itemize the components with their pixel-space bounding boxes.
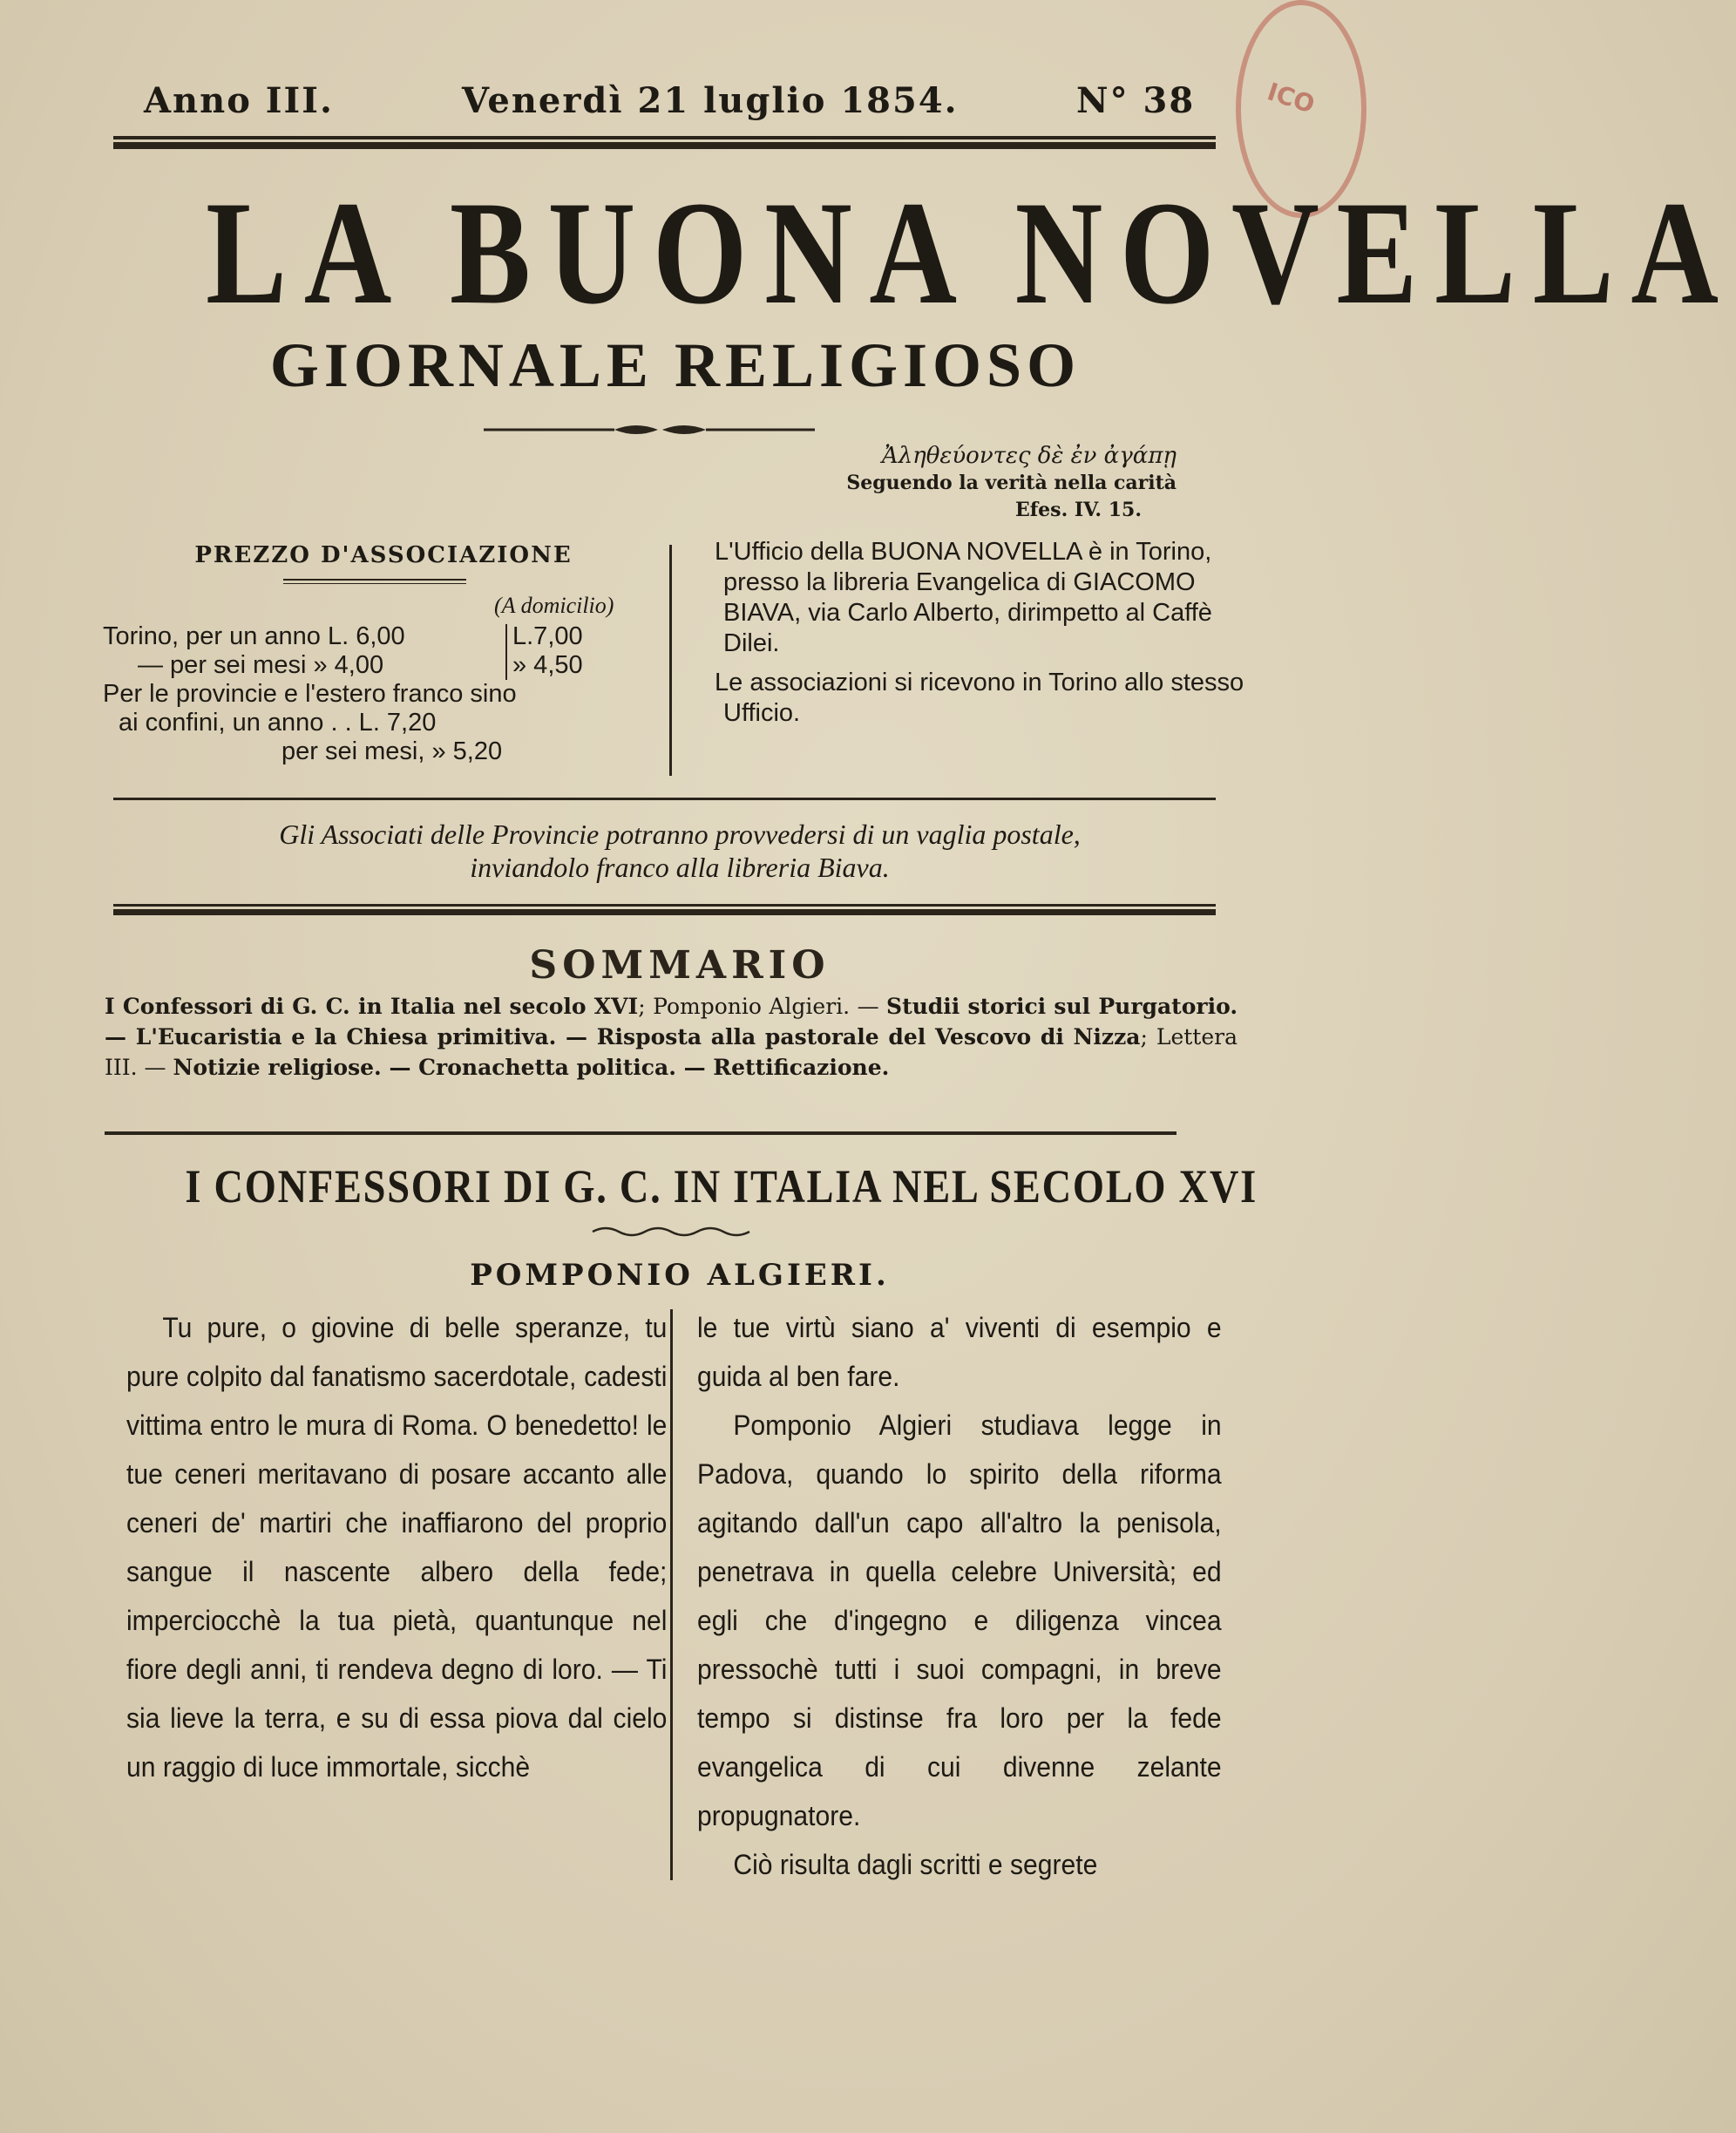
article-ornament [593,1222,749,1241]
price-row [103,680,661,709]
subscription-title-rule-2 [283,583,466,584]
summary-item: ; Pomponio Algieri. — [638,994,887,1019]
section-rule [113,798,1216,800]
newspaper-title: LA BUONA NOVELLA [206,171,1736,335]
postal-note [105,818,1255,884]
office-paragraph: L'Ufficio della BUONA NOVELLA è in Torino, presso la libreria Evangelica di GIACOMO BIAVA, via Carlo Alberto, dirimpetto al Caffè Dilei. [715,538,1212,657]
article-subtitle: POMPONIO ALGIERI. [470,1258,890,1293]
subscription-table [103,622,661,766]
office-paragraph: Le associazioni si ricevono in Torino allo stesso Ufficio. [715,669,1244,727]
article-paragraph: Pomponio Algieri studiava legge in Padova, quando lo spirito della riforma agitando dall'un capo all'altro la penisola, penetrava in quella celebre Università; ed egli che d'ingegno e diligenza vincea pressochè tutti i suoi compagni, in breve tempo si distinse fra loro per la fede evangelica di cui divenne zelante propugnatore. [697,1410,1222,1831]
domicile-header: (A domicilio) [494,593,614,618]
price-row-left: Torino, per un anno L. 6,00 [103,622,405,650]
masthead-rule-top [113,136,1216,139]
summary-item: I Confessori di G. C. in Italia nel secolo XVI [105,994,639,1019]
price-row-right: L.7,00 [512,622,583,650]
summary-item: ; Lettera III. — [105,1024,1238,1080]
summary-text [105,991,1238,1083]
motto-italian: Seguendo la verità nella carità [846,472,1177,494]
masthead-rule-bottom [113,142,1216,149]
article-column-divider [670,1309,673,1880]
summary-title: SOMMARIO [529,943,831,988]
office-info [694,537,1251,737]
issue-date: Venerdì 21 luglio 1854. [462,80,959,121]
price-row [103,709,661,737]
header-column-divider [669,545,672,776]
postal-note-line: inviandolo franco alla libreria Biava. [470,852,890,883]
summary-item: Studii storici sul Purgatorio. — L'Eucaristia e la Chiesa primitiva. — Risposta alla pastorale del Vescovo di Nizza [105,994,1238,1050]
newspaper-subtitle: GIORNALE RELIGIOSO [269,330,1082,400]
article-left-column [126,1303,667,1791]
price-row-left: per sei mesi, » 5,20 [281,737,503,765]
price-row [103,737,661,766]
motto [723,443,1177,524]
motto-reference: Efes. IV. 15. [1014,499,1142,521]
stamp-text: ICO [1264,77,1319,119]
price-row-right: » 4,50 [512,651,583,679]
subscription-title-rule [283,579,466,581]
postal-note-line: Gli Associati delle Provincie potranno provvedersi di un vaglia postale, [279,819,1081,850]
price-row-left: ai confini, un anno . . L. 7,20 [119,709,437,737]
price-row-left: — per sei mesi » 4,00 [138,651,384,679]
ornament-divider [484,417,815,443]
article-paragraph: Tu pure, o giovine di belle speranze, tu pure colpito dal fanatismo sacerdotale, cadesti vittima entro le mura di Roma. O benedetto! le tue ceneri meritavano di posare accanto alle ceneri de' martiri che inaffiarono del proprio sangue il nascente albero della fede; imperciocchè la tua pietà, quantunque nel fiore degli anni, ti rendeva degno di loro. — Ti sia lieve la terra, e su di essa piova dal cielo un raggio di luce immortale, sicchè [126,1312,668,1783]
issue-year: Anno III. [144,80,334,121]
article-paragraph: le tue virtù siano a' viventi di esempio e guida al ben fare. [697,1312,1222,1392]
section-rule [105,1131,1177,1135]
issue-number: N° 38 [1076,80,1196,121]
motto-greek: Ἀληθεύοντες δὲ ἐν ἀγάπῃ [881,443,1177,469]
article-title: I CONFESSORI DI G. C. IN ITALIA NEL SECOLO XVI [185,1160,1258,1213]
section-rule [113,904,1216,907]
subscription-title: PREZZO D'ASSOCIAZIONE [194,542,573,568]
section-rule-thick [113,909,1216,915]
price-row [103,651,661,680]
price-row-left: Per le provincie e l'estero franco sino [103,680,517,708]
summary-item: Notizie religiose. — Cronachetta politica. — Rettificazione. [173,1055,890,1080]
article-right-column [697,1303,1222,1889]
article-paragraph: Ciò risulta dagli scritti e segrete [733,1849,1098,1880]
price-column-divider [505,624,507,680]
price-row [103,622,661,651]
